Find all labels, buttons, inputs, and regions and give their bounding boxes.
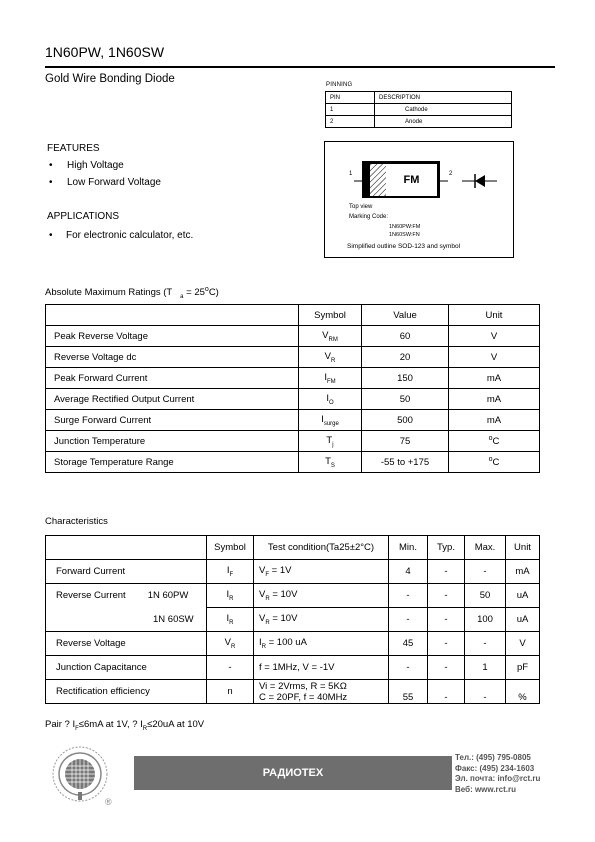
symbol-cell xyxy=(207,584,254,608)
contact-block xyxy=(455,753,540,795)
ratings-row xyxy=(46,431,540,452)
symbol-letter: T xyxy=(325,455,331,467)
symbol-cell xyxy=(207,632,254,656)
value-cell: 20 xyxy=(362,347,449,368)
value-header: Value xyxy=(362,305,449,326)
body-marking: FM xyxy=(403,174,420,186)
condition-cell xyxy=(254,560,389,584)
application-item-text: For electronic calculator, etc. xyxy=(66,230,194,241)
ratings-row xyxy=(46,326,540,347)
symbol-sub: R xyxy=(229,595,234,602)
value-cell: 500 xyxy=(362,410,449,431)
condition-cell xyxy=(254,608,389,632)
feature-item-text: Low Forward Voltage xyxy=(67,177,161,188)
max-header: Max. xyxy=(465,536,506,560)
application-item: • xyxy=(49,230,53,241)
symbol-cell xyxy=(299,452,362,473)
min-cell: - xyxy=(389,608,428,632)
unit-cell: mA xyxy=(449,368,540,389)
max-cell: - xyxy=(465,560,506,584)
symbol-cell: - xyxy=(207,656,254,680)
symbol-letter: V xyxy=(324,350,331,362)
symbol-cell xyxy=(299,389,362,410)
symbol-letter: I xyxy=(226,565,230,577)
cond-sub: R xyxy=(261,643,266,650)
symbol-letter: V xyxy=(224,637,231,649)
param-variant: 1N 60PW xyxy=(147,590,189,602)
feature-item: • xyxy=(49,160,53,171)
feature-item-text: High Voltage xyxy=(67,160,124,171)
max-cell: 100 xyxy=(465,608,506,632)
min-cell: - xyxy=(389,656,428,680)
ratings-row xyxy=(46,410,540,431)
param-cell: Rectification efficiency xyxy=(46,680,207,704)
unit-cell xyxy=(449,452,540,473)
cond-rest: = 10V xyxy=(269,613,298,625)
symbol-letter: I xyxy=(324,371,327,383)
symbol-sub: j xyxy=(332,441,334,448)
ratings-title xyxy=(45,286,219,300)
marking-code-label: Marking Code: xyxy=(349,214,389,220)
cond-sub: R xyxy=(265,619,270,626)
characteristics-row xyxy=(46,680,540,704)
cond-rest: = 100 uA xyxy=(265,637,307,649)
symbol-header: Symbol xyxy=(207,536,254,560)
characteristics-header-row xyxy=(46,536,540,560)
unit-cell: V xyxy=(449,347,540,368)
marking-code-item: 1N60SW:FN xyxy=(389,232,420,238)
unit-cell: mA xyxy=(449,410,540,431)
param-cell: Average Rectified Output Current xyxy=(46,389,299,410)
feature-item: • xyxy=(49,177,53,188)
unit-letter: C xyxy=(492,436,500,448)
contact-web[interactable]: Веб: www.rct.ru xyxy=(455,784,516,794)
param-cell: Storage Temperature Range xyxy=(46,452,299,473)
package-caption: Simplified outline SOD-123 and symbol xyxy=(347,243,461,250)
pair-note-part: ≤20uA at 10V xyxy=(147,719,205,730)
symbol-sub: RM xyxy=(328,336,338,343)
min-cell: 55 xyxy=(389,680,428,704)
unit-cell: % xyxy=(506,680,540,704)
pair-note xyxy=(45,719,204,732)
top-view-label: Top view xyxy=(349,204,373,210)
symbol-sub: FM xyxy=(326,378,336,385)
applications-heading: APPLICATIONS xyxy=(47,211,120,222)
pin-number: 1 xyxy=(326,104,375,116)
characteristics-row xyxy=(46,560,540,584)
symbol-letter: I xyxy=(321,413,324,425)
symbol-cell xyxy=(299,410,362,431)
pin-description: Anode xyxy=(375,116,512,128)
symbol-cell xyxy=(207,560,254,584)
typ-cell: - xyxy=(428,680,465,704)
symbol-sub: R xyxy=(229,619,234,626)
param-cell: Reverse Voltage xyxy=(46,632,207,656)
symbol-letter: I xyxy=(226,589,230,601)
unit-cell: uA xyxy=(506,608,540,632)
cond-symbol: I xyxy=(259,637,262,649)
param-header xyxy=(46,305,299,326)
param-cell: Peak Forward Current xyxy=(46,368,299,389)
cond-symbol: V xyxy=(259,613,266,625)
cond-line: Vi = 2Vrms, R = 5KΩ xyxy=(259,680,347,692)
condition-header: Test condition(Ta25±2°C) xyxy=(254,536,389,560)
characteristics-title: Characteristics xyxy=(45,516,108,527)
symbol-sub: R xyxy=(231,643,236,650)
package-drawing xyxy=(325,142,513,257)
cond-sub: R xyxy=(265,595,270,602)
typ-cell: - xyxy=(428,632,465,656)
symbol-letter: T xyxy=(326,434,333,446)
value-cell: 75 xyxy=(362,431,449,452)
unit-degree: o xyxy=(488,434,493,442)
max-cell: - xyxy=(465,680,506,704)
registered-mark: ® xyxy=(105,797,112,807)
cond-rest: = 10V xyxy=(269,589,298,601)
unit-letter: C xyxy=(492,457,500,469)
min-header: Min. xyxy=(389,536,428,560)
pin2-label: 2 xyxy=(449,171,453,177)
ratings-row xyxy=(46,347,540,368)
contact-fax: Факс: (495) 234-1603 xyxy=(455,763,535,773)
param-cell: 1N 60SW xyxy=(46,608,207,632)
ratings-title-deg: o xyxy=(204,286,209,293)
cond-rest: = 1V xyxy=(269,565,292,577)
param-cell xyxy=(46,584,207,608)
condition-cell: f = 1MHz, V = -1V xyxy=(254,656,389,680)
pinning-header-row xyxy=(326,92,512,104)
characteristics-row xyxy=(46,584,540,608)
param-cell: Surge Forward Current xyxy=(46,410,299,431)
ratings-row xyxy=(46,452,540,473)
value-cell: -55 to +175 xyxy=(362,452,449,473)
symbol-sub: surge xyxy=(323,420,339,427)
symbol-cell xyxy=(299,347,362,368)
min-cell: 4 xyxy=(389,560,428,584)
features-heading: FEATURES xyxy=(47,143,100,154)
ratings-row xyxy=(46,368,540,389)
unit-cell: V xyxy=(449,326,540,347)
symbol-cell: n xyxy=(207,680,254,704)
ratings-title-prefix: Absolute Maximum Ratings (T xyxy=(45,287,173,299)
pinning-row xyxy=(326,104,512,116)
title-rule xyxy=(45,66,555,68)
unit-cell: uA xyxy=(506,584,540,608)
package-outline-box xyxy=(324,141,514,258)
symbol-sub: S xyxy=(330,462,335,469)
ratings-title-eq: = 25 xyxy=(183,287,205,299)
characteristics-table xyxy=(45,535,540,704)
cond-symbol: V xyxy=(259,589,266,601)
max-cell: 1 xyxy=(465,656,506,680)
min-cell: - xyxy=(389,584,428,608)
max-cell: - xyxy=(465,632,506,656)
pair-note-part: Pair ? I xyxy=(45,719,76,730)
symbol-letter: I xyxy=(326,392,329,404)
pinning-row xyxy=(326,116,512,128)
pinning-label: PINNING xyxy=(326,82,353,88)
typ-cell: - xyxy=(428,656,465,680)
unit-cell: mA xyxy=(449,389,540,410)
page-title: 1N60PW, 1N60SW xyxy=(45,44,165,60)
unit-header: Unit xyxy=(449,305,540,326)
ratings-table xyxy=(45,304,540,473)
cond-symbol: V xyxy=(259,565,266,577)
cond-line: C = 20PF, f = 40MHz xyxy=(259,691,348,703)
symbol-sub: F xyxy=(229,571,234,578)
pin-number: 2 xyxy=(326,116,375,128)
pair-note-part: ≤6mA at 1V, ? I xyxy=(78,719,143,730)
pin-description: Cathode xyxy=(375,104,512,116)
condition-cell xyxy=(254,632,389,656)
value-cell: 150 xyxy=(362,368,449,389)
param-cell: Forward Current xyxy=(46,560,207,584)
contact-phone: Тел.: (495) 795-0805 xyxy=(455,753,531,762)
symbol-letter: V xyxy=(322,329,329,341)
value-cell: 60 xyxy=(362,326,449,347)
ratings-row xyxy=(46,389,540,410)
characteristics-row xyxy=(46,656,540,680)
param-cell: Peak Reverse Voltage xyxy=(46,326,299,347)
unit-cell xyxy=(449,431,540,452)
unit-cell: V xyxy=(506,632,540,656)
cond-sub: F xyxy=(265,571,270,578)
symbol-letter: I xyxy=(226,613,230,625)
page-subtitle: Gold Wire Bonding Diode xyxy=(45,73,175,85)
min-cell: 45 xyxy=(389,632,428,656)
pin-header: PIN xyxy=(326,92,375,104)
typ-cell: - xyxy=(428,584,465,608)
description-header: DESCRIPTION xyxy=(375,92,512,104)
unit-cell: pF xyxy=(506,656,540,680)
pair-note-sub: F xyxy=(75,725,79,732)
symbol-cell xyxy=(299,326,362,347)
value-cell: 50 xyxy=(362,389,449,410)
param-cell: Junction Temperature xyxy=(46,431,299,452)
ratings-title-suffix: C) xyxy=(208,287,219,299)
param-name: Reverse Current xyxy=(56,590,126,602)
unit-degree: o xyxy=(488,455,493,463)
param-header xyxy=(46,536,207,560)
typ-cell: - xyxy=(428,560,465,584)
ratings-title-sub: a xyxy=(180,294,184,301)
ratings-header-row xyxy=(46,305,540,326)
max-cell: 50 xyxy=(465,584,506,608)
condition-cell xyxy=(254,584,389,608)
characteristics-row xyxy=(46,632,540,656)
symbol-cell xyxy=(207,608,254,632)
symbol-sub: O xyxy=(328,399,334,406)
pin1-label: 1 xyxy=(349,171,353,177)
symbol-cell xyxy=(299,368,362,389)
symbol-cell xyxy=(299,431,362,452)
param-cell: Reverse Voltage dc xyxy=(46,347,299,368)
symbol-header: Symbol xyxy=(299,305,362,326)
condition-cell xyxy=(254,680,389,704)
marking-code-item: 1N60PW:FM xyxy=(389,224,421,230)
pair-note-sub: R xyxy=(142,725,148,732)
pinning-table xyxy=(325,91,512,128)
characteristics-row xyxy=(46,608,540,632)
typ-header: Typ. xyxy=(428,536,465,560)
unit-cell: mA xyxy=(506,560,540,584)
typ-cell: - xyxy=(428,608,465,632)
symbol-sub: R xyxy=(331,357,336,364)
company-banner: РАДИОТЕХ xyxy=(134,756,452,790)
unit-header: Unit xyxy=(506,536,540,560)
param-cell: Junction Capacitance xyxy=(46,656,207,680)
contact-email[interactable]: Эл. почта: info@rct.ru xyxy=(455,774,541,783)
